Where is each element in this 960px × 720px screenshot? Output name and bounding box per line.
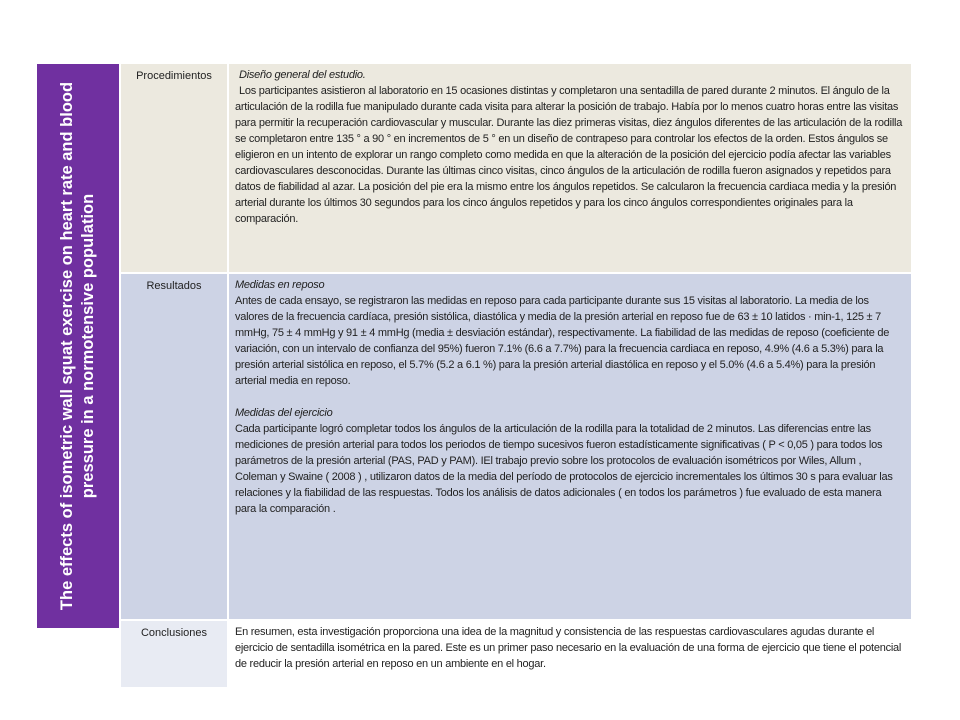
paragraph-gap xyxy=(235,389,905,405)
body-medidas-ejercicio: Cada participante logró completar todos los ángulos de la articulación de la rodilla para la totalidad de 2 minutos. Las diferencias entre las mediciones de presión arterial para todos los periodos de tiempo sucesivos fueron estadísticamente significativas ( P < 0,05 ) para todos los parámetros de la presión arterial (PAS, PAD y PAM). IEl trabajo previo sobre los protocolos de evaluación isométricos por Wiles, Allum , Coleman y Swaine ( 2008 ) , utilizaron datos de la media del período de protocolos de ejercicio incrementales los últimos 30 s para evaluar las relaciones y la fiabilidad de las respuestas. Todos los análisis de datos adicionales ( en todos los parámetros ) fue evaluado de esta manera para la comparación . xyxy=(235,423,893,515)
content-resultados xyxy=(229,274,911,619)
body-procedimientos: Los participantes asistieron al laboratorio en 15 ocasiones distintas y completaron una sentadilla de pared durante 2 minutos. El ángulo de la articulación de la rodilla fue manipulado durante cada visita para alterar la posición de trabajo. Había por lo menos cuatro horas entre las visitas para permitir la recuperación cardiovascular y muscular. Durante las diez primeras visitas, diez ángulos diferentes de las articulación de la rodilla se completaron entre 135 ° a 90 ° en incrementos de 5 ° en un diseño de contrapeso para controlar los efectos de la orden. Estos ángulos se eligieron en un intento de explorar un rango completo como medida en que la alteración de la posición del ejercicio podía afectar las variables cardiovasculares desconocidas. Durante las últimas cinco visitas, cinco ángulos de la articulación de rodilla fueron asignados y repetidos para datos de fiabilidad al azar. La posición del pie era la mismo entre los ángulos repetidos. Se calcularon la frecuencia cardiaca media y la presión arterial durante los últimos 30 segundos para los cinco ángulos repetidos y para los cinco ángulos correspondientes originales para la comparación. xyxy=(235,85,903,225)
heading-medidas-reposo: Medidas en reposo xyxy=(235,279,325,291)
body-conclusiones: En resumen, esta investigación proporciona una idea de la magnitud y consistencia de las respuestas cardiovasculares agudas durante el ejercicio de sentadilla isométrica en la pared. Este es un primer paso necesario en la evaluación de una forma de ejercicio que tiene el potencial de reducir la presión arterial en reposo en un ambiente en el hogar. xyxy=(235,626,902,670)
row-procedimientos xyxy=(121,64,911,272)
body-medidas-reposo: Antes de cada ensayo, se registraron las medidas en reposo para cada participante durante sus 15 visitas al laboratorio. La media de los valores de la frecuencia cardíaca, presión sistólica, diastólica y media de la presión arterial en reposo fue de 63 ± 10 latidos · min-1, 125 ± 7 mmHg, 75 ± 4 mmHg y 91 ± 4 mmHg (media ± desviación estándar), respectivamente. La fiabilidad de las medidas de reposo (coeficiente de variación, con un intervalo de confianza del 95%) fueron 7.1% (6.6 a 7.7%) para la frecuencia cardiaca en reposo, 4.9% (4.6 a 5.3%) para la presión arterial sistólica en reposo, el 5.7% (5.2 a 6.1 %) para la presión arterial diastólica en reposo y el 5.0% (4.6 a 5.4%) para la presión arterial media en reposo. xyxy=(235,295,890,387)
slide-title: The effects of isometric wall squat exercise on heart rate and blood pressure in a normotensive population xyxy=(58,81,97,611)
content-procedimientos xyxy=(229,64,911,272)
label-resultados: Resultados xyxy=(121,274,227,619)
heading-medidas-ejercicio: Medidas del ejercicio xyxy=(235,407,333,419)
row-resultados xyxy=(121,274,911,619)
label-procedimientos: Procedimientos xyxy=(121,64,227,272)
summary-table xyxy=(121,64,911,670)
content-conclusiones xyxy=(229,621,911,687)
title-band xyxy=(37,64,119,628)
heading-diseno: Diseño general del estudio. xyxy=(239,69,366,81)
row-conclusiones xyxy=(121,621,911,687)
label-conclusiones: Conclusiones xyxy=(121,621,227,687)
